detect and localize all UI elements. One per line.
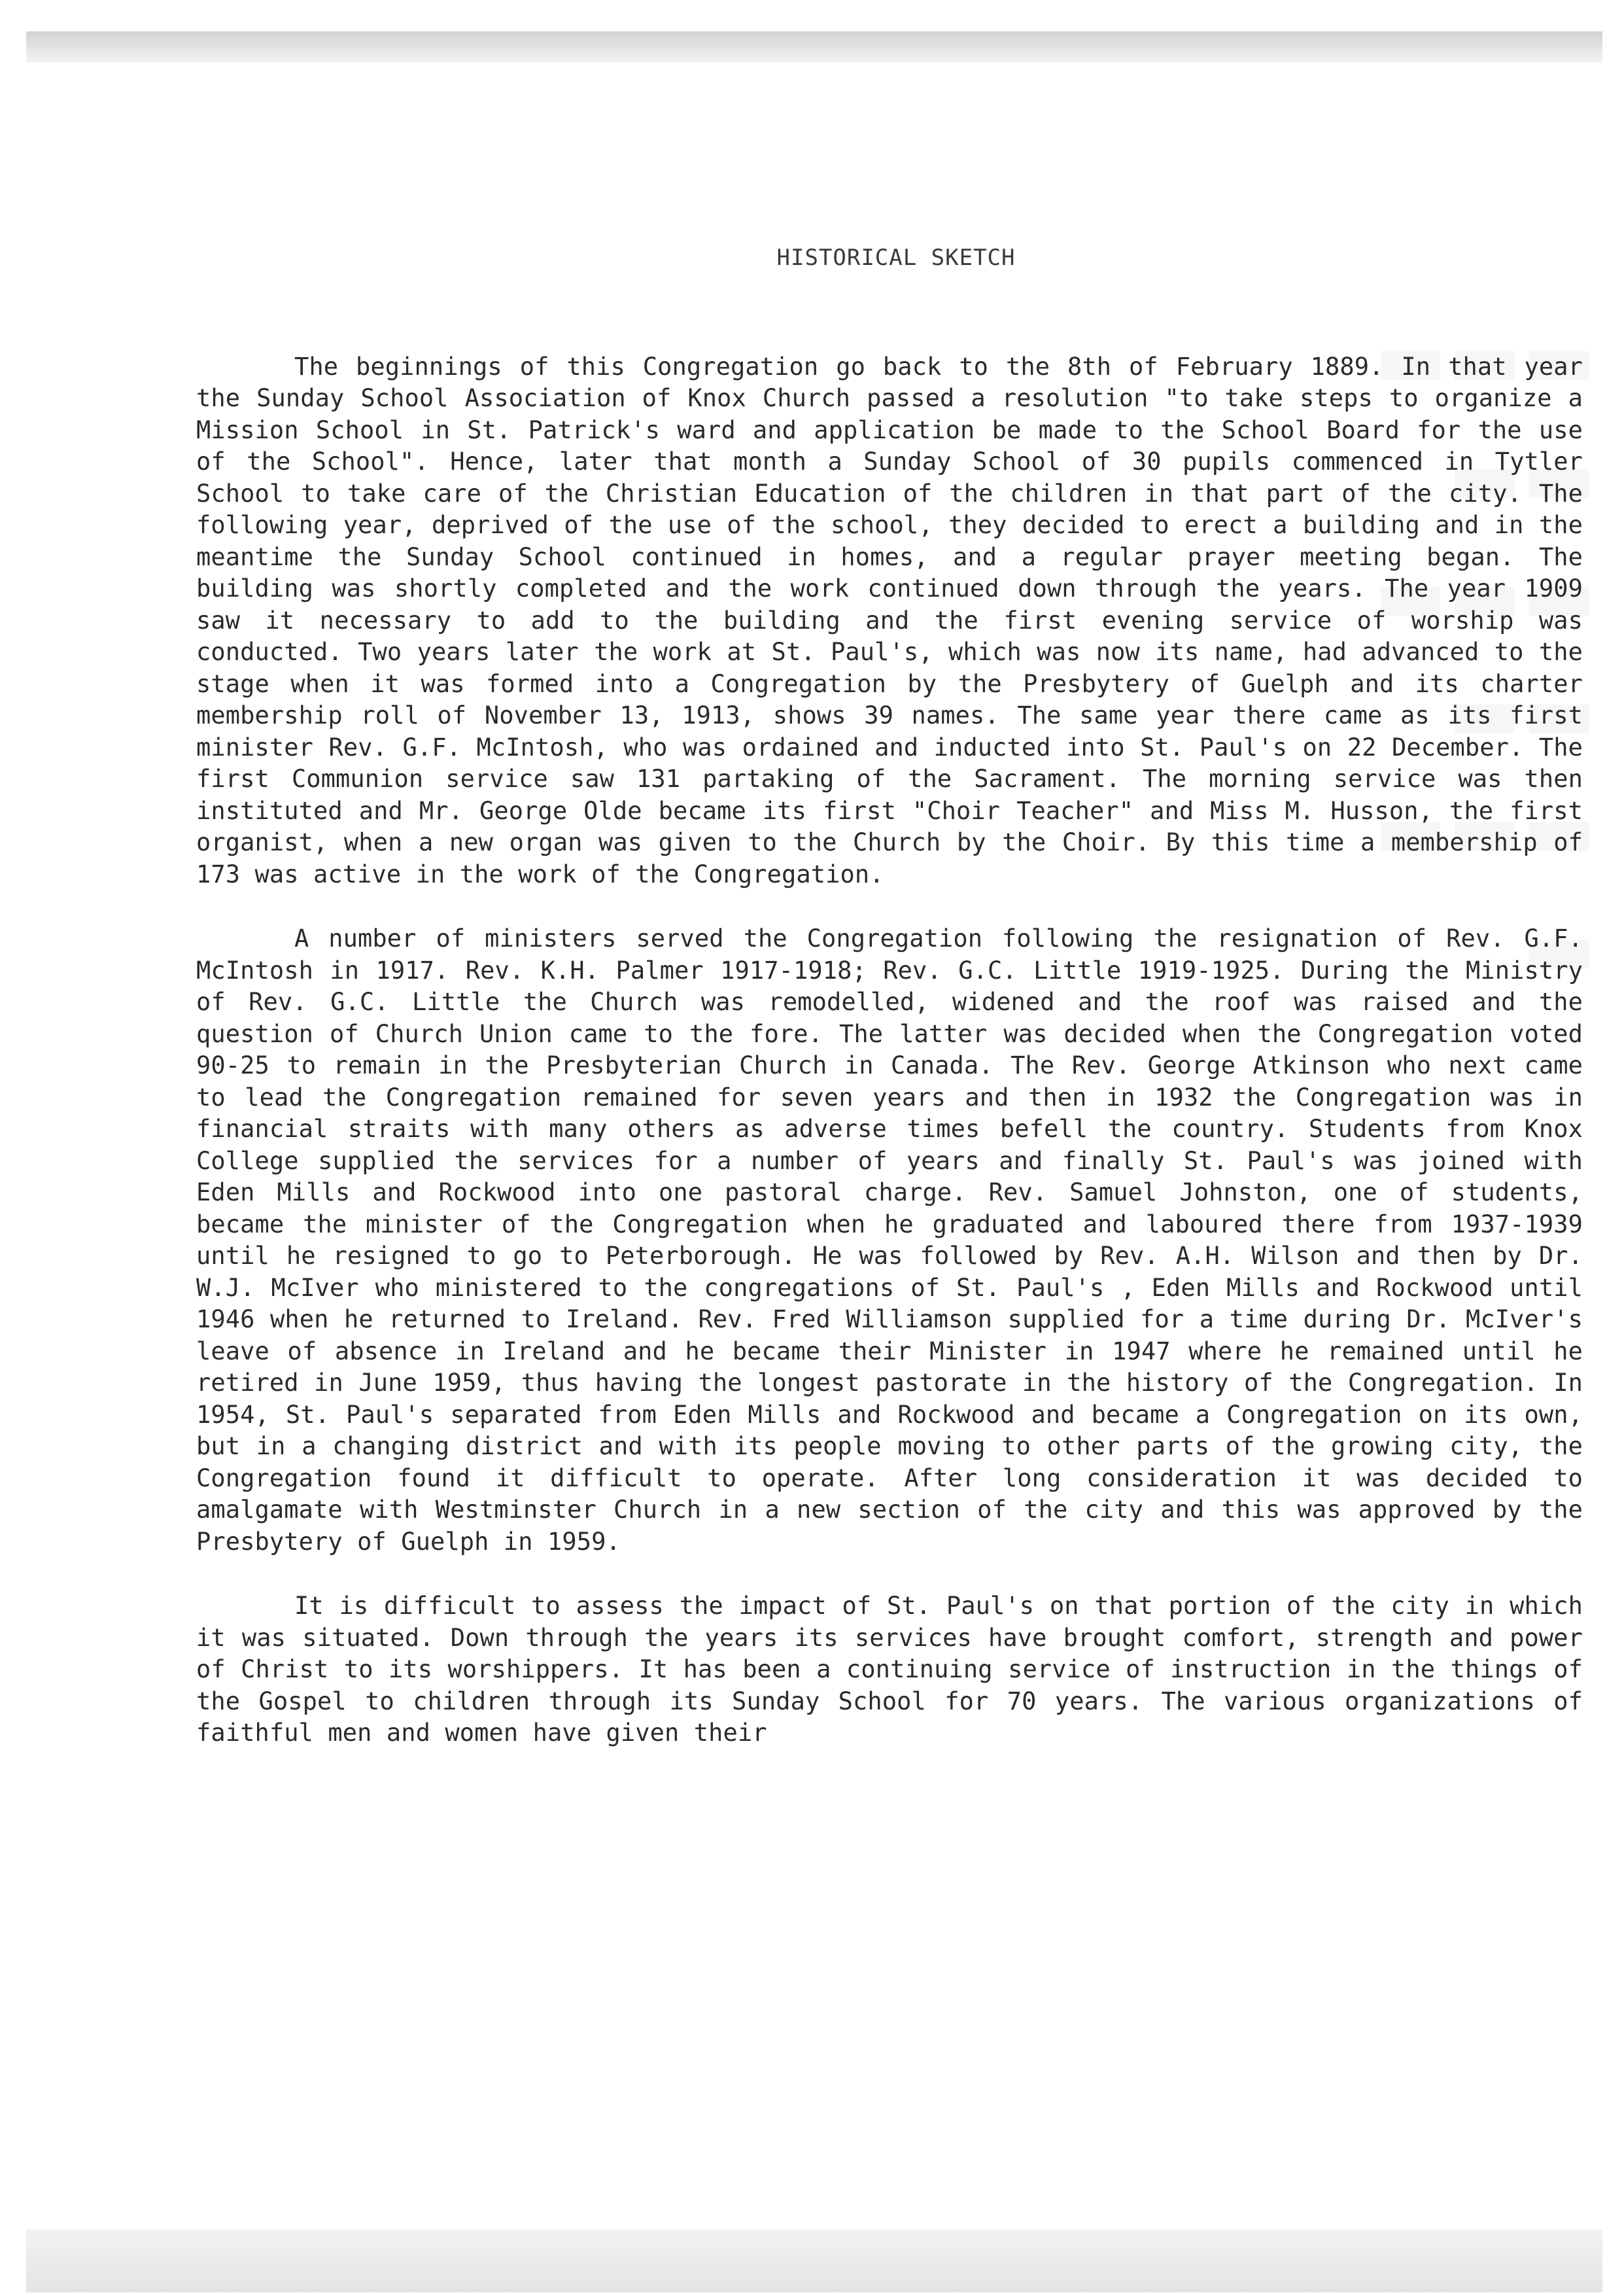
typed-page xyxy=(196,242,1583,1782)
scan-edge-top xyxy=(26,31,1602,63)
paragraph-2: A number of ministers served the Congregation following the resignation of Rev. G.F. McIntosh in 1917. Rev. K.H. Palmer 1917-1918; Rev. G.C. Little 1919-1925. During the Ministry of Rev. G.C. Little the Church was remodelled, widened and the roof was raised and the question of Church Union came to the fore. The latter was decided when the Congregation voted 90-25 to remain in the Presbyterian Church in Canada. The Rev. George Atkinson who next came to lead the Congregation remained for seven years and then in 1932 the Congregation was in financial straits with many others as adverse times befell the country. Students from Knox College supplied the services for a number of years and finally St. Paul's was joined with Eden Mills and Rockwood into one pastoral charge. Rev. Samuel Johnston, one of students, became the minister of the Congregation when he graduated and laboured there from 1937-1939 until he resigned to go to Peterborough. He was followed by Rev. A.H. Wilson and then by Dr. W.J. McIver who ministered to the congregations of St. Paul's , Eden Mills and Rockwood until 1946 when he returned to Ireland. Rev. Fred Williamson supplied for a time during Dr. McIver's leave of absence in Ireland and he became their Minister in 1947 where he remained until he retired in June 1959, thus having the longest pastorate in the history of the Congregation. In 1954, St. Paul's separated from Eden Mills and Rockwood and became a Congregation on its own, but in a changing district and with its people moving to other parts of the growing city, the Congregation found it difficult to operate. After long consideration it was decided to amalgamate with Westminster Church in a new section of the city and this was approved by the Presbytery of Guelph in 1959. xyxy=(196,924,1583,1556)
page-title: HISTORICAL SKETCH xyxy=(776,245,1016,271)
paragraph-1: The beginnings of this Congregation go back to the 8th of February 1889. In that year the Sunday School Association of Knox Church passed a resolution "to take steps to organize a Mission School in St. Patrick's ward and application be made to the School Board for the use of the School". Hence, later that month a Sunday School of 30 pupils commenced in Tytler School to take care of the Christian Education of the children in that part of the city. The following year, deprived of the use of the school, they decided to erect a building and in the meantime the Sunday School continued in homes, and a regular prayer meeting began. The building was shortly completed and the work continued down through the years. The year 1909 saw it necessary to add to the building and the first evening service of worship was conducted. Two years later the work at St. Paul's, which was now its name, had advanced to the stage when it was formed into a Congregation by the Presbytery of Guelph and its charter membership roll of November 13, 1913, shows 39 names. The same year there came as its first minister Rev. G.F. McIntosh, who was ordained and inducted into St. Paul's on 22 December. The first Communion service saw 131 partaking of the Sacrament. The morning service was then instituted and Mr. George Olde became its first "Choir Teacher" and Miss M. Husson, the first organist, when a new organ was given to the Church by the Choir. By this time a membership of 173 was active in the work of the Congregation. xyxy=(196,352,1583,888)
scan-edge-bottom xyxy=(26,2230,1602,2292)
paragraph-3: It is difficult to assess the impact of St. Paul's on that portion of the city in which it was situated. Down through the years its services have brought comfort, strength and power of Christ to its worshippers. It has been a continuing service of instruction in the things of the Gospel to children through its Sunday School for 70 years. The various organizations of faithful men and women have given their xyxy=(196,1592,1583,1747)
